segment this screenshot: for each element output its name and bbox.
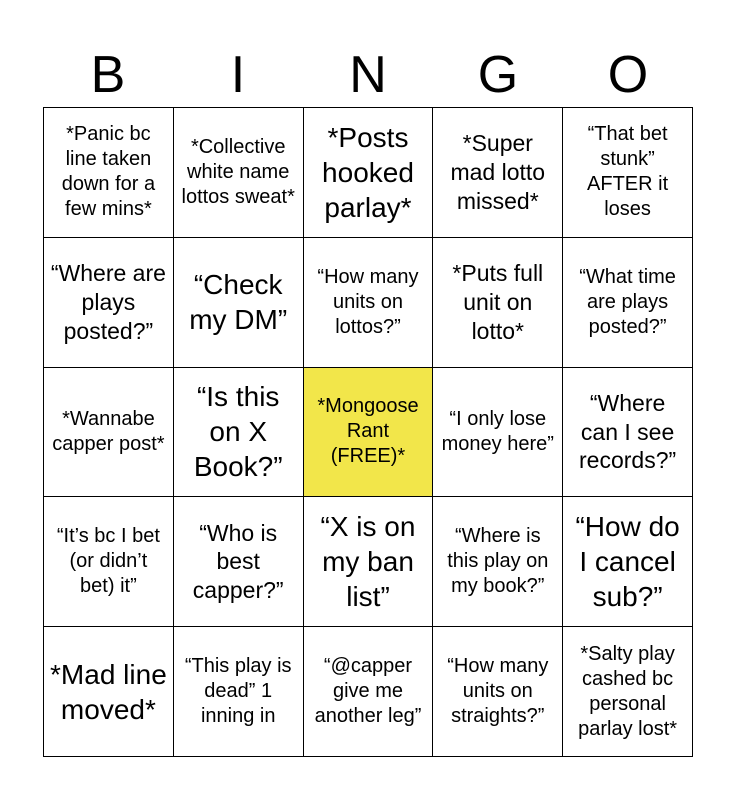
- cell-text: “It’s bc I bet (or didn’t bet) it”: [56, 525, 160, 598]
- bingo-cell[interactable]: [304, 238, 434, 368]
- bingo-cell[interactable]: [304, 497, 434, 627]
- bingo-cell[interactable]: [44, 108, 174, 238]
- cell-text: *Panic bc line taken down for a few mins*: [61, 123, 156, 221]
- cell-text: “How do I cancel sub?”: [575, 511, 680, 613]
- bingo-cell[interactable]: [44, 238, 174, 368]
- cell-text: “Check my DM”: [189, 269, 288, 336]
- bingo-cell[interactable]: [563, 238, 693, 368]
- cell-text: *Salty play cashed bc personal parlay lost*: [578, 642, 678, 740]
- cell-text: *Puts full unit on lotto*: [452, 260, 544, 344]
- bingo-cell[interactable]: [304, 627, 434, 757]
- cell-text: *Mongoose Rant (FREE)*: [317, 395, 419, 468]
- cell-text: “X is on my ban list”: [320, 511, 416, 613]
- cell-text: “This play is dead” 1 inning in: [184, 655, 292, 728]
- bingo-header: [43, 40, 693, 110]
- cell-text: *Posts hooked parlay*: [322, 121, 414, 223]
- bingo-cell[interactable]: [433, 627, 563, 757]
- bingo-cell[interactable]: [563, 627, 693, 757]
- header-letter-i: I: [230, 46, 246, 104]
- header-letter-n: N: [349, 46, 387, 104]
- cell-text: “Is this on X Book?”: [193, 381, 283, 483]
- header-letter-o: O: [607, 46, 649, 104]
- bingo-cell[interactable]: [174, 497, 304, 627]
- bingo-cell[interactable]: [304, 108, 434, 238]
- bingo-cell[interactable]: [174, 238, 304, 368]
- bingo-cell[interactable]: [44, 627, 174, 757]
- header-letter-g: G: [477, 46, 519, 104]
- bingo-cell[interactable]: [174, 368, 304, 498]
- free-space-cell[interactable]: [304, 368, 434, 498]
- cell-text: “Who is best capper?”: [192, 519, 284, 604]
- bingo-cell[interactable]: [174, 108, 304, 238]
- bingo-cell[interactable]: [563, 368, 693, 498]
- bingo-cell[interactable]: [44, 497, 174, 627]
- bingo-cell[interactable]: [44, 368, 174, 498]
- cell-text: *Collective white name lottos sweat*: [181, 135, 295, 208]
- cell-text: “I only lose money here”: [441, 407, 554, 455]
- cell-text: “What time are plays posted?”: [579, 265, 676, 338]
- bingo-cell[interactable]: [433, 368, 563, 498]
- cell-text: “That bet stunk” AFTER it loses: [587, 123, 669, 221]
- cell-text: “How many units on lottos?”: [317, 265, 419, 338]
- cell-text: “Where are plays posted?”: [50, 260, 166, 344]
- cell-text: *Wannabe capper post*: [52, 407, 165, 455]
- cell-text: *Mad line moved*: [50, 658, 167, 725]
- cell-text: “Where is this play on my book?”: [447, 525, 549, 598]
- bingo-cell[interactable]: [433, 108, 563, 238]
- bingo-cell[interactable]: [433, 238, 563, 368]
- bingo-cell[interactable]: [174, 627, 304, 757]
- cell-text: “How many units on straights?”: [447, 655, 549, 728]
- bingo-cell[interactable]: [563, 497, 693, 627]
- cell-text: *Super mad lotto missed*: [450, 130, 546, 214]
- bingo-cell[interactable]: [563, 108, 693, 238]
- bingo-board: [43, 107, 693, 757]
- cell-text: “@capper give me another leg”: [314, 655, 422, 728]
- cell-text: “Where can I see records?”: [579, 389, 677, 474]
- header-letter-b: B: [90, 46, 126, 104]
- bingo-cell[interactable]: [433, 497, 563, 627]
